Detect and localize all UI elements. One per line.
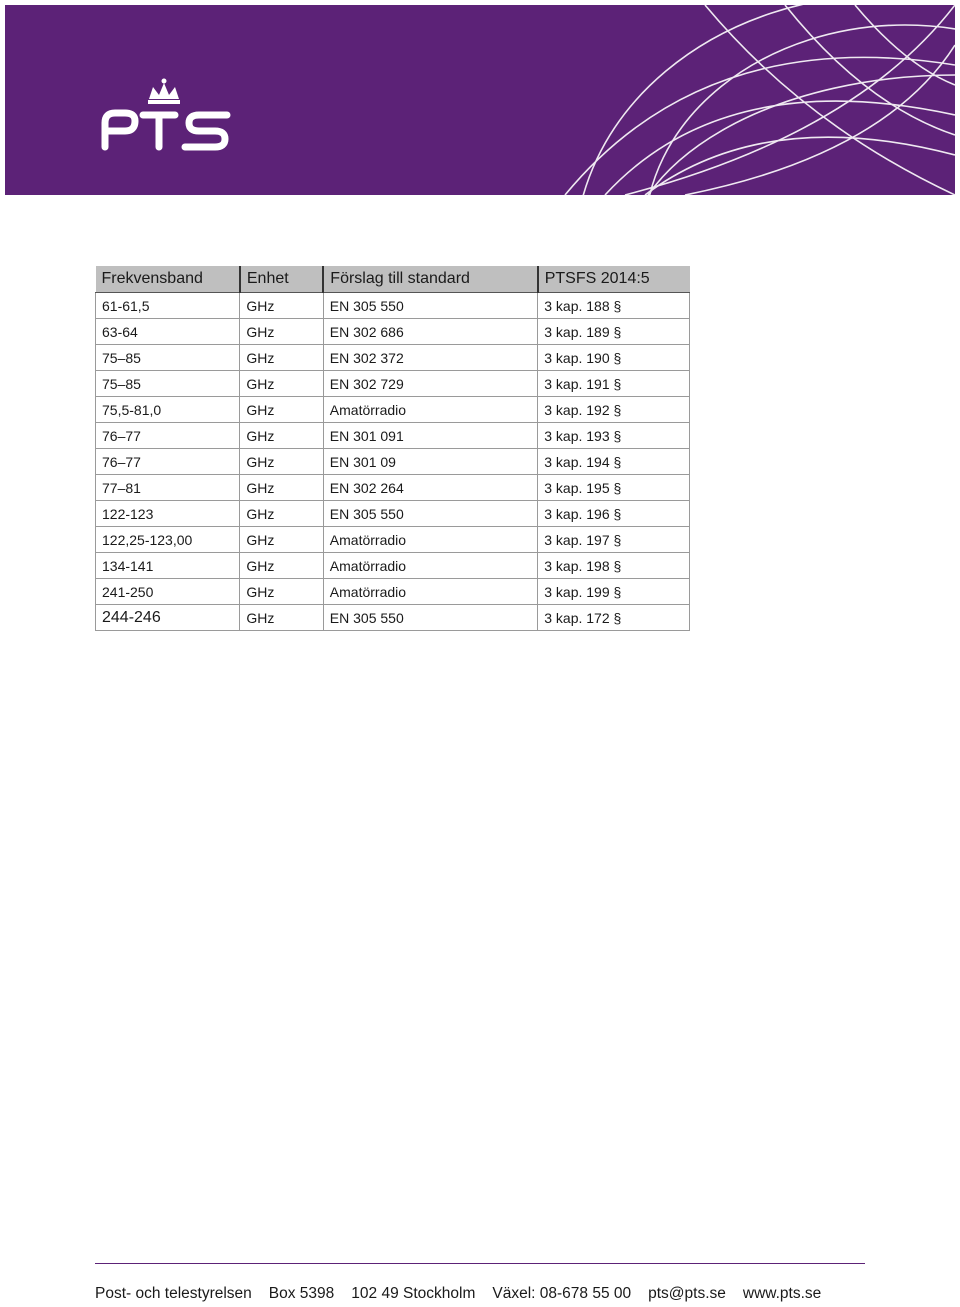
cell-band: 75,5-81,0 [96, 397, 240, 423]
cell-band: 61-61,5 [96, 293, 240, 319]
frequency-table [95, 266, 690, 631]
cell-band: 76–77 [96, 449, 240, 475]
cell-unit: GHz [240, 397, 323, 423]
table-row [96, 423, 690, 449]
cell-unit: GHz [240, 293, 323, 319]
cell-band: 134-141 [96, 553, 240, 579]
table-row [96, 527, 690, 553]
table-row [96, 605, 690, 631]
cell-band: 75–85 [96, 345, 240, 371]
cell-reference: 3 kap. 189 § [538, 319, 690, 345]
cell-band: 122,25-123,00 [96, 527, 240, 553]
cell-unit: GHz [240, 475, 323, 501]
cell-unit: GHz [240, 501, 323, 527]
cell-reference: 3 kap. 193 § [538, 423, 690, 449]
cell-standard: EN 305 550 [323, 605, 537, 631]
table-row [96, 449, 690, 475]
table-row [96, 293, 690, 319]
cell-standard: Amatörradio [323, 579, 537, 605]
pts-logo [97, 77, 237, 153]
table-row [96, 397, 690, 423]
cell-unit: GHz [240, 423, 323, 449]
table-row [96, 371, 690, 397]
cell-band: 76–77 [96, 423, 240, 449]
table-row [96, 319, 690, 345]
cell-reference: 3 kap. 196 § [538, 501, 690, 527]
cell-band: 63-64 [96, 319, 240, 345]
table-row [96, 579, 690, 605]
cell-reference: 3 kap. 191 § [538, 371, 690, 397]
cell-standard: EN 301 09 [323, 449, 537, 475]
footer-web[interactable]: www.pts.se [742, 1285, 822, 1302]
header-banner [5, 5, 955, 195]
cell-reference: 3 kap. 188 § [538, 293, 690, 319]
table-row [96, 501, 690, 527]
cell-band: 122-123 [96, 501, 240, 527]
header-standard: Förslag till standard [323, 266, 537, 293]
cell-band: 241-250 [96, 579, 240, 605]
cell-unit: GHz [240, 605, 323, 631]
cell-band: 244-246 [96, 605, 240, 631]
cell-reference: 3 kap. 199 § [538, 579, 690, 605]
footer-divider [95, 1263, 865, 1264]
cell-unit: GHz [240, 371, 323, 397]
cell-standard: EN 301 091 [323, 423, 537, 449]
cell-unit: GHz [240, 345, 323, 371]
footer-address: 102 49 Stockholm [351, 1285, 476, 1302]
header-ptsfs: PTSFS 2014:5 [538, 266, 690, 293]
cell-standard: EN 302 372 [323, 345, 537, 371]
cell-standard: EN 302 264 [323, 475, 537, 501]
cell-reference: 3 kap. 172 § [538, 605, 690, 631]
cell-standard: Amatörradio [323, 527, 537, 553]
cell-standard: Amatörradio [323, 397, 537, 423]
table-header-row [96, 266, 690, 293]
cell-band: 77–81 [96, 475, 240, 501]
cell-reference: 3 kap. 198 § [538, 553, 690, 579]
cell-unit: GHz [240, 553, 323, 579]
footer-email[interactable]: pts@pts.se [648, 1285, 726, 1302]
cell-reference: 3 kap. 195 § [538, 475, 690, 501]
cell-unit: GHz [240, 449, 323, 475]
header-frekvensband: Frekvensband [96, 266, 240, 293]
cell-unit: GHz [240, 579, 323, 605]
cell-standard: Amatörradio [323, 553, 537, 579]
cell-unit: GHz [240, 527, 323, 553]
footer-phone: Växel: 08-678 55 00 [492, 1285, 632, 1302]
cell-band: 75–85 [96, 371, 240, 397]
cell-standard: EN 305 550 [323, 501, 537, 527]
footer-box: Box 5398 [268, 1285, 335, 1302]
footer-org: Post- och telestyrelsen [95, 1285, 252, 1302]
table-row [96, 553, 690, 579]
cell-standard: EN 305 550 [323, 293, 537, 319]
cell-reference: 3 kap. 190 § [538, 345, 690, 371]
cell-standard: EN 302 686 [323, 319, 537, 345]
cell-unit: GHz [240, 319, 323, 345]
table-row [96, 345, 690, 371]
footer [95, 1285, 838, 1303]
header-enhet: Enhet [240, 266, 323, 293]
cell-standard: EN 302 729 [323, 371, 537, 397]
cell-reference: 3 kap. 197 § [538, 527, 690, 553]
cell-reference: 3 kap. 192 § [538, 397, 690, 423]
table-row [96, 475, 690, 501]
crown-icon [148, 79, 180, 105]
cell-reference: 3 kap. 194 § [538, 449, 690, 475]
